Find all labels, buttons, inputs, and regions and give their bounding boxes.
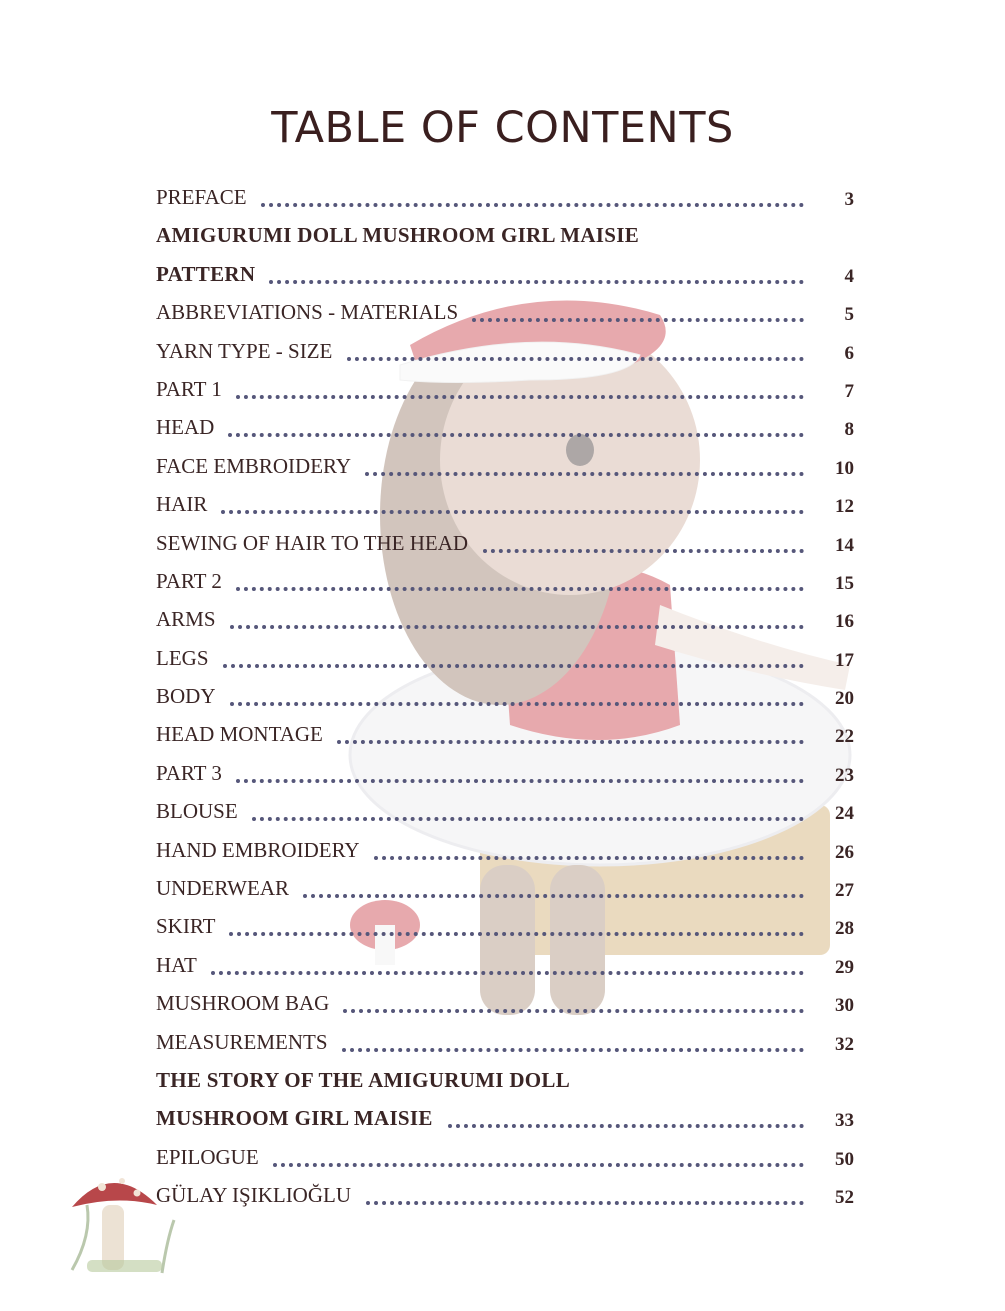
toc-dot-leader xyxy=(211,971,804,975)
toc-entry-page-number: 50 xyxy=(835,1148,854,1170)
toc-dot-leader xyxy=(374,856,804,860)
toc-entry-page-number: 5 xyxy=(844,304,854,326)
toc-entry-label: HAIR xyxy=(156,492,208,517)
toc-entry xyxy=(156,408,856,446)
toc-entry-label: GÜLAY IŞIKLIOĞLU xyxy=(156,1183,352,1208)
toc-entry-label: HAND EMBROIDERY xyxy=(156,837,360,862)
toc-entry xyxy=(156,1099,856,1137)
toc-entry-page-number: 29 xyxy=(835,956,854,978)
toc-entry xyxy=(156,754,856,792)
toc-entry xyxy=(156,869,856,907)
page-title: TABLE OF CONTENTS xyxy=(271,103,734,153)
toc-dot-leader xyxy=(269,280,804,284)
toc-entry-label: SEWING OF HAIR TO THE HEAD xyxy=(156,530,469,555)
toc-entry-page-number: 52 xyxy=(835,1187,854,1209)
toc-entry-page-number: 16 xyxy=(835,611,854,633)
toc-entry-label: UNDERWEAR xyxy=(156,876,289,901)
toc-entry-label: ABBREVIATIONS - MATERIALS xyxy=(156,300,459,325)
toc-entry xyxy=(156,216,856,254)
toc-entry xyxy=(156,293,856,331)
toc-entry-page-number: 28 xyxy=(835,918,854,940)
toc-entry xyxy=(156,907,856,945)
toc-entry-label: LEGS xyxy=(156,645,209,670)
toc-entry-label: HEAD MONTAGE xyxy=(156,722,323,747)
toc-entry xyxy=(156,677,856,715)
toc-entry xyxy=(156,639,856,677)
toc-dot-leader xyxy=(342,1048,804,1052)
toc-dot-leader xyxy=(236,779,804,783)
toc-dot-leader xyxy=(230,702,804,706)
toc-dot-leader xyxy=(303,894,804,898)
table-of-contents xyxy=(156,178,856,1215)
toc-entry xyxy=(156,178,856,216)
toc-entry-page-number: 24 xyxy=(835,803,854,825)
toc-dot-leader xyxy=(273,1163,804,1167)
toc-entry xyxy=(156,1138,856,1176)
toc-entry xyxy=(156,447,856,485)
toc-entry-label: BODY xyxy=(156,684,216,709)
toc-entry xyxy=(156,332,856,370)
toc-entry-label: AMIGURUMI DOLL MUSHROOM GIRL MAISIE xyxy=(156,223,640,248)
toc-dot-leader xyxy=(229,932,804,936)
toc-entry-label: MEASUREMENTS xyxy=(156,1029,328,1054)
toc-entry-label: PREFACE xyxy=(156,185,247,209)
toc-entry-label: PART 2 xyxy=(156,568,222,593)
toc-entry xyxy=(156,831,856,869)
toc-entry-page-number: 3 xyxy=(844,189,854,210)
toc-entry-page-number: 22 xyxy=(835,726,854,748)
toc-entry-page-number: 15 xyxy=(835,572,854,594)
toc-entry xyxy=(156,370,856,408)
toc-entry-page-number: 12 xyxy=(835,496,854,518)
toc-dot-leader xyxy=(365,472,804,476)
toc-entry-page-number: 26 xyxy=(835,841,854,863)
toc-entry-label: MUSHROOM GIRL MAISIE xyxy=(156,1106,433,1131)
toc-entry-page-number: 17 xyxy=(835,649,854,671)
toc-entry-label: PART 1 xyxy=(156,376,222,401)
toc-entry-page-number: 33 xyxy=(835,1110,854,1132)
toc-dot-leader xyxy=(230,625,804,629)
toc-entry xyxy=(156,984,856,1022)
toc-entry xyxy=(156,715,856,753)
toc-entry xyxy=(156,792,856,830)
toc-entry-page-number: 6 xyxy=(844,342,854,364)
toc-entry-label: PATTERN xyxy=(156,261,256,286)
toc-entry-page-number: 10 xyxy=(835,457,854,479)
toc-dot-leader xyxy=(228,433,804,437)
toc-entry xyxy=(156,600,856,638)
toc-entry-label: MUSHROOM BAG xyxy=(156,991,330,1016)
toc-entry-label: EPILOGUE xyxy=(156,1144,259,1169)
toc-entry xyxy=(156,562,856,600)
toc-entry-label: BLOUSE xyxy=(156,799,238,824)
toc-dot-leader xyxy=(252,817,804,821)
toc-entry xyxy=(156,946,856,984)
toc-entry-label: PART 3 xyxy=(156,760,222,785)
toc-dot-leader xyxy=(337,740,804,744)
toc-entry-page-number: 4 xyxy=(844,265,854,287)
toc-entry-page-number: 32 xyxy=(835,1033,854,1055)
toc-dot-leader xyxy=(236,587,804,591)
toc-entry-label: ARMS xyxy=(156,607,216,632)
toc-dot-leader xyxy=(347,357,804,361)
toc-entry xyxy=(156,485,856,523)
toc-entry-label: SKIRT xyxy=(156,914,216,939)
toc-entry-page-number: 27 xyxy=(835,880,854,902)
toc-dot-leader xyxy=(448,1124,804,1128)
toc-entry-page-number: 14 xyxy=(835,534,854,556)
toc-dot-leader xyxy=(221,510,804,514)
toc-dot-leader xyxy=(366,1201,804,1205)
toc-entry xyxy=(156,1176,856,1214)
toc-dot-leader xyxy=(236,395,804,399)
toc-entry-label: YARN TYPE - SIZE xyxy=(156,338,333,363)
toc-entry-page-number: 7 xyxy=(844,380,854,402)
toc-dot-leader xyxy=(223,664,804,668)
toc-entry-page-number: 8 xyxy=(844,419,854,441)
toc-dot-leader xyxy=(472,318,804,322)
toc-entry-page-number: 20 xyxy=(835,688,854,710)
toc-dot-leader xyxy=(261,203,804,207)
toc-entry xyxy=(156,255,856,293)
toc-entry-page-number: 30 xyxy=(835,995,854,1017)
toc-dot-leader xyxy=(343,1009,804,1013)
toc-entry xyxy=(156,1023,856,1061)
toc-entry xyxy=(156,524,856,562)
toc-entry-label: FACE EMBROIDERY xyxy=(156,453,352,478)
toc-dot-leader xyxy=(483,549,804,553)
toc-entry xyxy=(156,1061,856,1099)
toc-entry-label: THE STORY OF THE AMIGURUMI DOLL xyxy=(156,1067,571,1092)
toc-entry-label: HAT xyxy=(156,952,197,977)
toc-entry-page-number: 23 xyxy=(835,764,854,786)
toc-entry-label: HEAD xyxy=(156,415,215,440)
